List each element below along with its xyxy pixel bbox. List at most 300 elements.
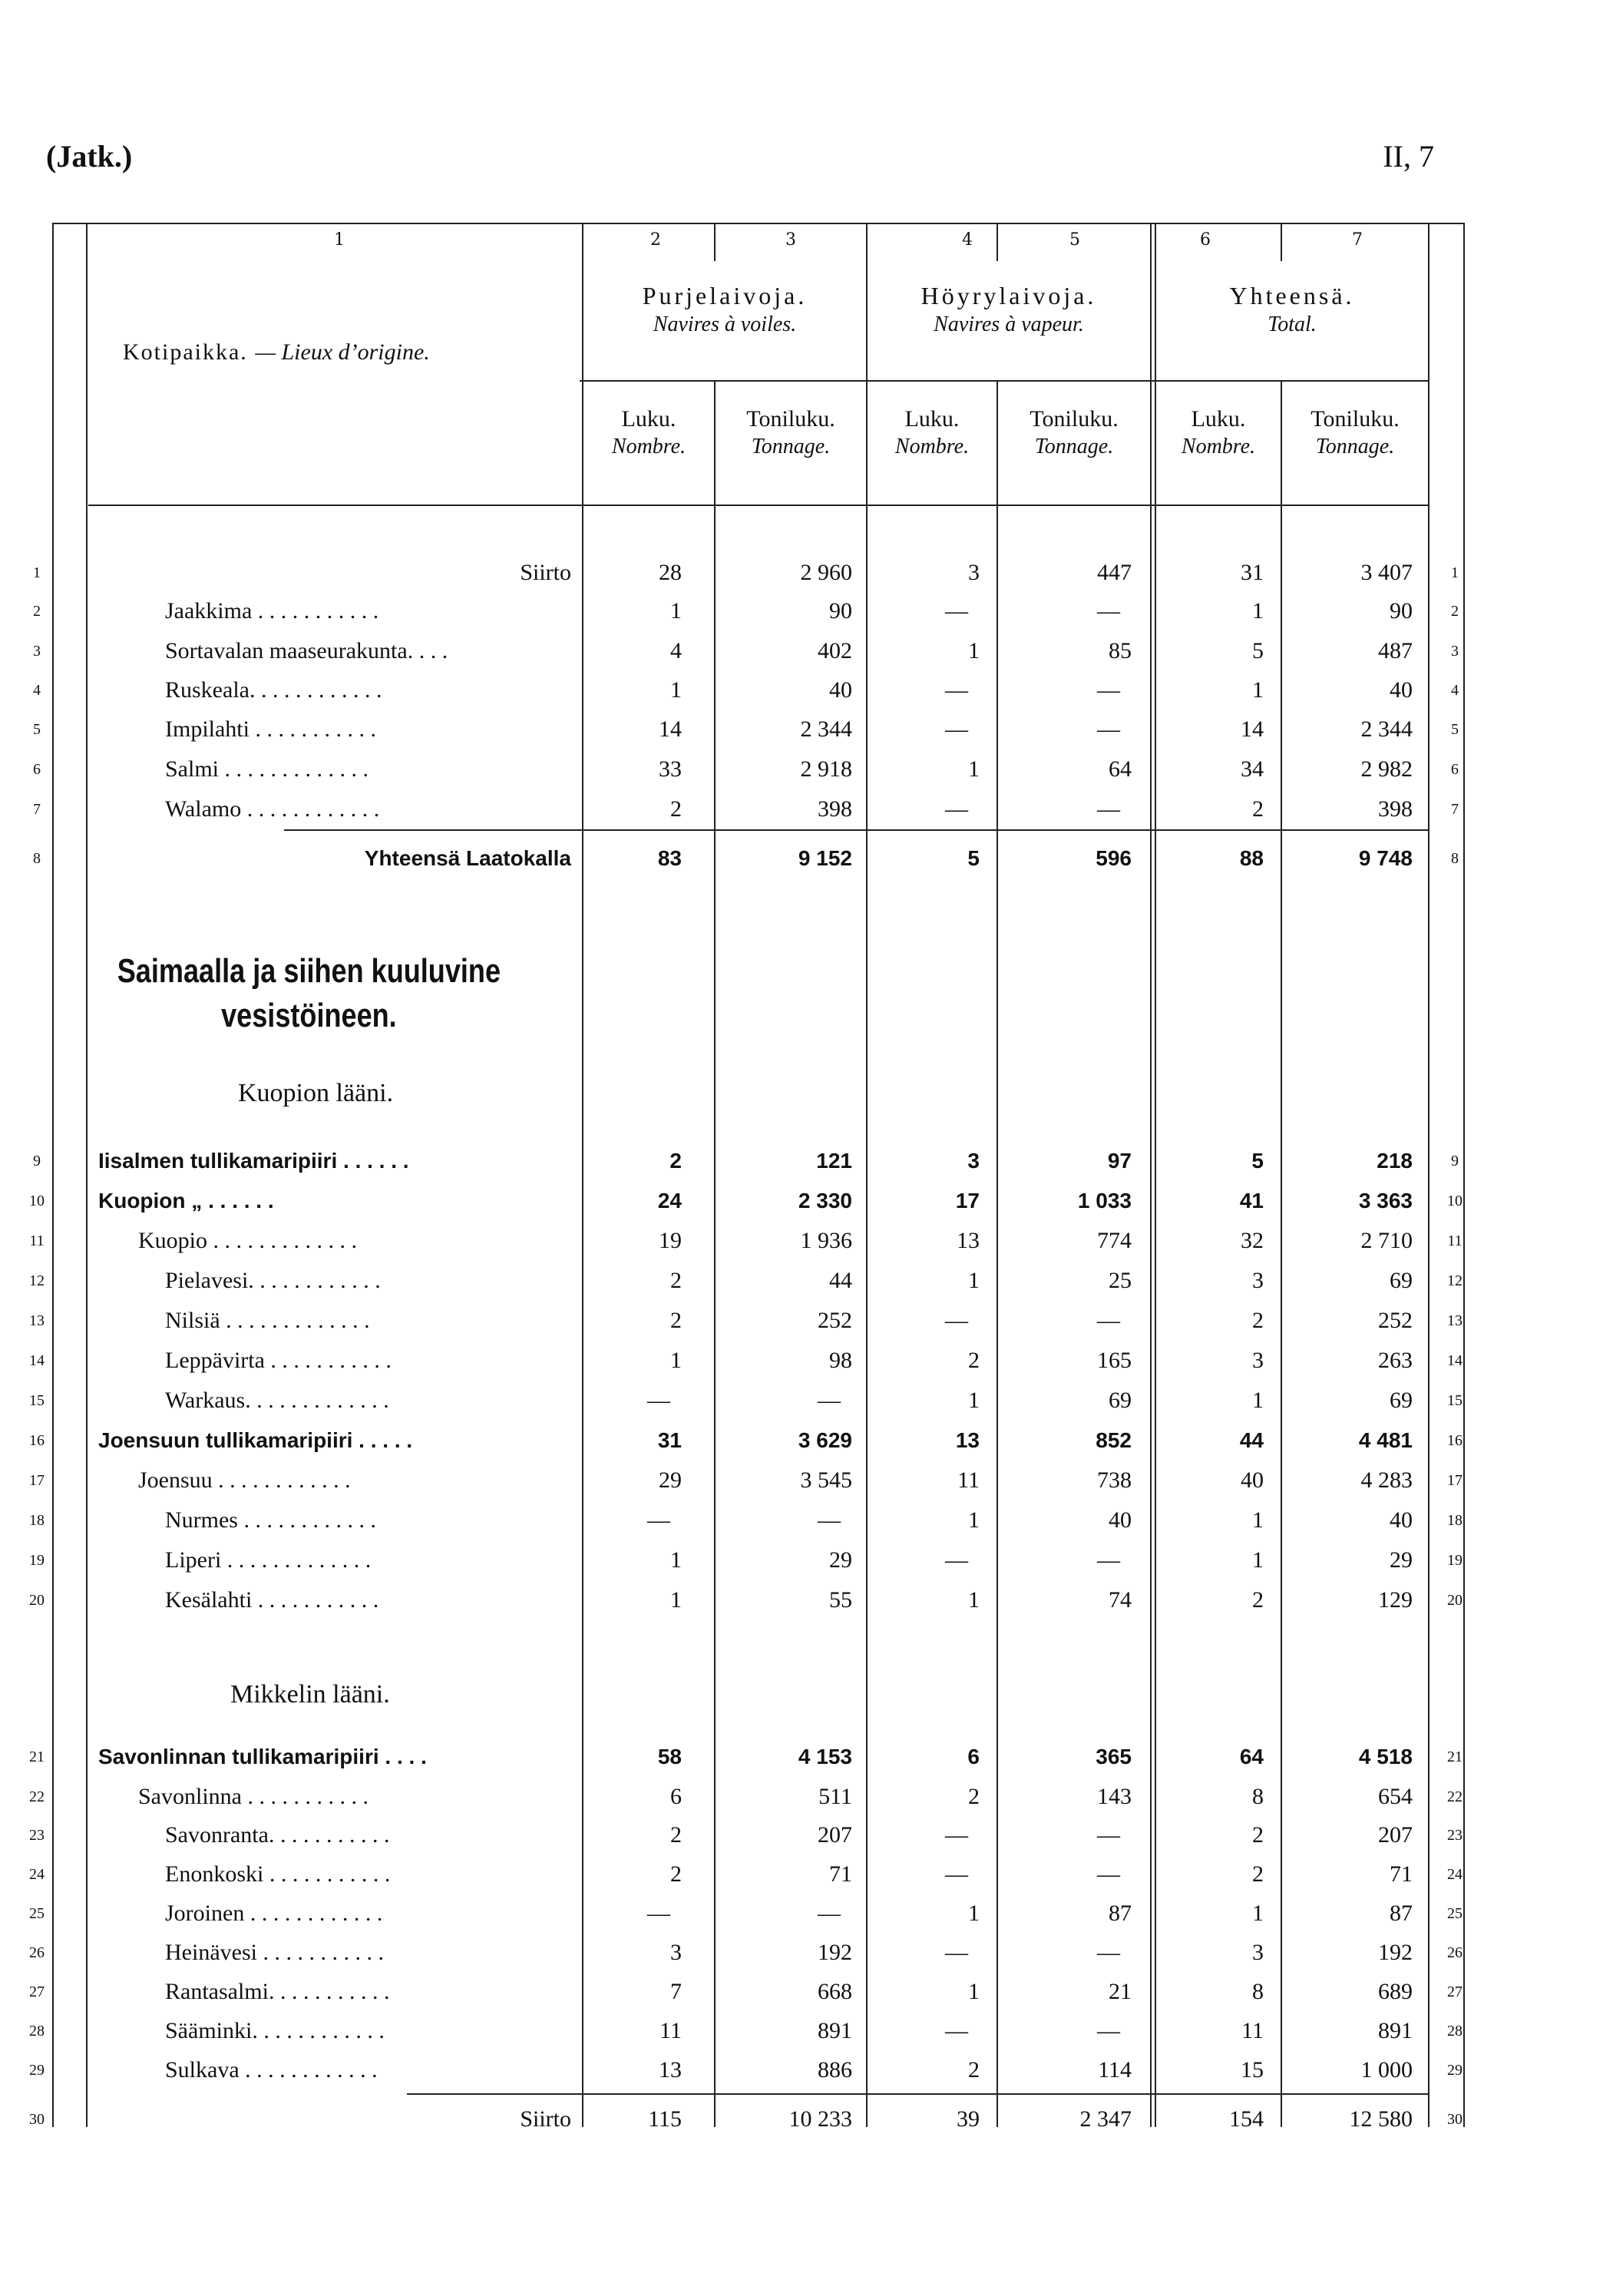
cell-col-7: 487 <box>1378 638 1413 663</box>
table-row <box>0 1381 1603 1421</box>
toniluku-label-fr: Tonnage. <box>751 435 831 458</box>
cell-col-4: — <box>945 598 968 624</box>
cell-col-5: — <box>1097 716 1120 742</box>
cell-col-3: 71 <box>829 1861 852 1887</box>
cell-col-2: 6 <box>670 1784 682 1809</box>
cell-col-5: 40 <box>1109 1507 1132 1533</box>
cell-col-2: 28 <box>659 560 682 585</box>
subheader-luku-2 <box>868 405 997 461</box>
cell-col-3: 511 <box>818 1784 852 1809</box>
cell-col-7: 2 710 <box>1360 1228 1413 1253</box>
row-number-right: 13 <box>1447 1312 1463 1329</box>
cell-col-5: 596 <box>1096 846 1132 870</box>
cell-col-7: 3 363 <box>1358 1189 1413 1213</box>
row-number-left: 16 <box>29 1432 45 1449</box>
row-number-left: 30 <box>29 2111 45 2128</box>
luku-label: Luku. <box>904 406 960 432</box>
table-row <box>0 2050 1603 2090</box>
cell-col-3: — <box>818 1507 841 1533</box>
col-number-1: 1 <box>334 230 345 250</box>
group-header-yhteensa <box>1156 281 1428 339</box>
row-label: Sääminki. . . . . . . . . . . . <box>165 2018 385 2043</box>
subheader-luku-1 <box>583 405 714 461</box>
row-number-left: 23 <box>29 1827 45 1844</box>
cell-col-3: 1 936 <box>800 1228 852 1253</box>
cell-col-5: 97 <box>1107 1149 1132 1173</box>
row-number-right: 16 <box>1447 1432 1463 1449</box>
row-number-left: 11 <box>29 1232 45 1249</box>
cell-col-5: — <box>1097 598 1120 624</box>
row-label: Rantasalmi. . . . . . . . . . . <box>165 1979 390 2004</box>
purjelaivoja-label: Purjelaivoja. <box>642 282 808 309</box>
cell-col-6: 2 <box>1252 796 1264 822</box>
row-number-right: 17 <box>1447 1472 1463 1489</box>
cell-col-5: 2 347 <box>1079 2106 1132 2132</box>
cell-col-5: — <box>1097 677 1120 703</box>
table-row <box>0 1341 1603 1381</box>
col-4-5-top-rule <box>997 223 998 261</box>
cell-col-7: 2 344 <box>1360 716 1413 742</box>
row-number-right: 7 <box>1451 801 1459 818</box>
col-number-3: 3 <box>785 230 796 250</box>
row-number-right: 14 <box>1447 1352 1463 1369</box>
row-number-right: 4 <box>1451 682 1459 699</box>
row-number-right: 25 <box>1447 1905 1463 1922</box>
cell-col-4: 1 <box>968 1901 980 1926</box>
cell-col-4: 1 <box>968 1587 980 1613</box>
kotipaikka-label-fr: — Lieux d’origine. <box>255 339 430 365</box>
cell-col-6: 14 <box>1241 716 1264 742</box>
row-label: Joensuun tullikamaripiiri . . . . . <box>98 1428 413 1452</box>
cell-col-2: — <box>647 1507 670 1533</box>
cell-col-4: 5 <box>967 846 980 870</box>
cell-col-3: 668 <box>818 1979 852 2004</box>
cell-col-3: 207 <box>818 1822 852 1848</box>
column-header-kotipaikka <box>123 339 430 366</box>
cell-col-5: 447 <box>1097 560 1132 585</box>
cell-col-4: 1 <box>968 1979 980 2004</box>
continued-label: (Jatk.) <box>46 139 133 174</box>
cell-col-7: 12 580 <box>1349 2106 1413 2132</box>
cell-col-2: 33 <box>659 756 682 782</box>
table-row <box>0 1972 1603 2012</box>
cell-col-7: 69 <box>1390 1268 1413 1293</box>
cell-col-6: 15 <box>1241 2057 1264 2083</box>
cell-col-7: 29 <box>1390 1547 1413 1573</box>
cell-col-4: 13 <box>957 1228 980 1253</box>
table-row <box>0 789 1603 829</box>
cell-col-2: 24 <box>657 1189 682 1213</box>
cell-col-7: 891 <box>1378 2018 1413 2043</box>
cell-col-5: 774 <box>1097 1228 1132 1253</box>
cell-col-7: 40 <box>1390 1507 1413 1533</box>
cell-col-5: 165 <box>1097 1348 1132 1373</box>
cell-col-4: — <box>945 677 968 703</box>
row-label: Savonlinnan tullikamaripiiri . . . . <box>98 1745 427 1768</box>
table-row <box>0 710 1603 749</box>
cell-col-2: 2 <box>670 1308 682 1333</box>
cell-col-6: 154 <box>1229 2106 1264 2132</box>
cell-col-6: 3 <box>1252 1940 1264 1965</box>
cell-col-3: 2 344 <box>800 716 852 742</box>
cell-col-3: 55 <box>829 1587 852 1613</box>
row-label: Savonlinna . . . . . . . . . . . <box>138 1784 369 1809</box>
row-number-right: 6 <box>1451 761 1459 778</box>
cell-col-3: 10 233 <box>788 2106 852 2132</box>
subheader-toniluku-3 <box>1282 405 1428 461</box>
cell-col-4: 1 <box>968 1268 980 1293</box>
luku-label-fr: Nombre. <box>611 435 686 458</box>
cell-col-2: 2 <box>670 1822 682 1848</box>
toniluku-label: Toniluku. <box>1030 406 1119 432</box>
cell-col-7: 71 <box>1390 1861 1413 1887</box>
cell-col-7: 1 000 <box>1360 2057 1413 2083</box>
cell-col-3: 2 330 <box>798 1189 852 1213</box>
cell-col-7: 40 <box>1390 677 1413 703</box>
cell-col-2: 1 <box>670 1547 682 1573</box>
cell-col-4: 11 <box>957 1467 980 1493</box>
row-label: Savonranta. . . . . . . . . . . <box>165 1822 390 1848</box>
toniluku-label: Toniluku. <box>1310 406 1400 432</box>
cell-col-3: 402 <box>818 638 852 663</box>
cell-col-6: 34 <box>1241 756 1264 782</box>
cell-col-7: 4 518 <box>1358 1745 1413 1768</box>
cell-col-4: 2 <box>968 1784 980 1809</box>
col-6-7-top-rule <box>1281 223 1282 261</box>
table-row <box>0 591 1603 631</box>
row-label: Ruskeala. . . . . . . . . . . . <box>165 677 382 703</box>
row-number-right: 28 <box>1447 2023 1463 2040</box>
cell-col-4: — <box>945 1940 968 1965</box>
cell-col-5: — <box>1097 1308 1120 1333</box>
row-label: Liperi . . . . . . . . . . . . . <box>165 1547 372 1573</box>
cell-col-4: 2 <box>968 1348 980 1373</box>
row-number-right: 19 <box>1447 1552 1463 1569</box>
cell-col-2: 1 <box>670 677 682 703</box>
table-row <box>0 1580 1603 1620</box>
row-label: Warkaus. . . . . . . . . . . . . <box>165 1388 389 1413</box>
cell-col-2: 11 <box>659 2018 682 2043</box>
cell-col-7: 69 <box>1390 1388 1413 1413</box>
table-row <box>0 631 1603 671</box>
row-number-right: 10 <box>1447 1193 1463 1209</box>
cell-col-6: 2 <box>1252 1587 1264 1613</box>
cell-col-3: 3 629 <box>798 1428 852 1452</box>
row-number-right: 9 <box>1451 1153 1459 1170</box>
cell-col-4: 2 <box>968 2057 980 2083</box>
cell-col-3: 192 <box>818 1940 852 1965</box>
row-label: Iisalmen tullikamaripiiri . . . . . . <box>98 1149 409 1173</box>
table-row <box>0 1500 1603 1540</box>
cell-col-6: 3 <box>1252 1268 1264 1293</box>
table-row <box>0 1181 1603 1221</box>
row-number-left: 7 <box>33 801 41 818</box>
table-row <box>0 1854 1603 1894</box>
col-number-7: 7 <box>1352 230 1363 250</box>
cell-col-3: 121 <box>816 1149 852 1173</box>
subheader-luku-3 <box>1156 405 1281 461</box>
cell-col-7: 9 748 <box>1358 846 1413 870</box>
yhteensa-label-fr: Total. <box>1268 313 1317 336</box>
province-mikkeli: Mikkelin lääni. <box>230 1680 390 1709</box>
cell-col-7: 207 <box>1378 1822 1413 1848</box>
cell-col-2: 29 <box>659 1467 682 1493</box>
cell-col-3: — <box>818 1388 841 1413</box>
row-number-right: 21 <box>1447 1748 1463 1765</box>
cell-col-3: 2 918 <box>800 756 852 782</box>
table-row <box>0 2099 1603 2139</box>
table-row <box>0 1777 1603 1817</box>
cell-col-2: 13 <box>659 2057 682 2083</box>
cell-col-6: 41 <box>1239 1189 1264 1213</box>
row-number-left: 6 <box>33 761 41 778</box>
row-number-left: 28 <box>29 2023 45 2040</box>
cell-col-6: 5 <box>1252 638 1264 663</box>
cell-col-5: 114 <box>1098 2057 1132 2083</box>
cell-col-7: 218 <box>1377 1149 1413 1173</box>
col-number-2: 2 <box>650 230 661 250</box>
row-number-left: 4 <box>33 682 41 699</box>
cell-col-6: 40 <box>1241 1467 1264 1493</box>
cell-col-5: 64 <box>1109 756 1132 782</box>
cell-col-6: 32 <box>1241 1228 1264 1253</box>
col-number-4: 4 <box>962 230 973 250</box>
cell-col-2: 2 <box>670 1861 682 1887</box>
cell-col-4: 1 <box>968 1507 980 1533</box>
cell-col-3: 4 153 <box>798 1745 852 1768</box>
cell-col-7: 252 <box>1378 1308 1413 1333</box>
cell-col-3: 252 <box>818 1308 852 1333</box>
cell-col-2: 115 <box>648 2106 682 2132</box>
row-number-left: 14 <box>29 1352 45 1369</box>
cell-col-5: 21 <box>1109 1979 1132 2004</box>
cell-col-2: 14 <box>659 716 682 742</box>
row-label: Joensuu . . . . . . . . . . . . <box>138 1467 351 1493</box>
row-label: Sortavalan maaseurakunta. . . . <box>165 638 448 663</box>
cell-col-7: 263 <box>1378 1348 1413 1373</box>
row-label: Nilsiä . . . . . . . . . . . . . <box>165 1308 370 1333</box>
cell-col-5: 1 033 <box>1077 1189 1132 1213</box>
cell-col-4: 3 <box>968 560 980 585</box>
row-number-left: 20 <box>29 1592 45 1609</box>
row-number-left: 12 <box>29 1272 45 1289</box>
cell-col-6: 1 <box>1252 1388 1264 1413</box>
cell-col-7: 398 <box>1378 796 1413 822</box>
cell-col-4: 17 <box>955 1189 980 1213</box>
subheader-toniluku-1 <box>716 405 866 461</box>
section-title: Saimaalla ja siihen kuuluvine vesistöineen. <box>117 952 501 1034</box>
cell-col-4: — <box>945 716 968 742</box>
table-row <box>0 1301 1603 1341</box>
luku-label: Luku. <box>1191 406 1246 432</box>
cell-col-6: 31 <box>1241 560 1264 585</box>
cell-col-5: 25 <box>1109 1268 1132 1293</box>
sum-rule-siirto <box>407 2093 1428 2095</box>
toniluku-label: Toniluku. <box>746 406 835 432</box>
row-number-left: 26 <box>29 1944 45 1961</box>
row-number-right: 29 <box>1447 2062 1463 2079</box>
cell-col-6: 3 <box>1252 1348 1264 1373</box>
group-header-hoyrylaivoja <box>868 281 1150 339</box>
cell-col-2: 2 <box>670 796 682 822</box>
purjelaivoja-label-fr: Navires à voiles. <box>653 313 797 336</box>
row-label: Siirto <box>520 2106 571 2132</box>
row-number-left: 29 <box>29 2062 45 2079</box>
row-label: Nurmes . . . . . . . . . . . . <box>165 1507 376 1533</box>
cell-col-6: 44 <box>1239 1428 1264 1452</box>
cell-col-2: — <box>647 1901 670 1926</box>
cell-col-7: 3 407 <box>1360 560 1413 585</box>
cell-col-7: 90 <box>1390 598 1413 624</box>
cell-col-2: 31 <box>657 1428 682 1452</box>
row-number-left: 13 <box>29 1312 45 1329</box>
row-number-right: 15 <box>1447 1392 1463 1409</box>
cell-col-5: 852 <box>1096 1428 1132 1452</box>
cell-col-5: — <box>1097 1547 1120 1573</box>
col-2-3-top-rule <box>714 223 716 261</box>
row-number-right: 5 <box>1451 721 1459 738</box>
cell-col-4: — <box>945 1861 968 1887</box>
luku-label-fr: Nombre. <box>894 435 970 458</box>
row-number-left: 10 <box>29 1193 45 1209</box>
table-row <box>0 2011 1603 2051</box>
row-number-right: 27 <box>1447 1983 1463 2000</box>
row-label: Walamo . . . . . . . . . . . . <box>165 796 380 822</box>
row-number-right: 18 <box>1447 1512 1463 1529</box>
table-row <box>0 1737 1603 1777</box>
table-row <box>0 1421 1603 1461</box>
cell-col-6: 11 <box>1241 2018 1264 2043</box>
cell-col-7: 129 <box>1378 1587 1413 1613</box>
cell-col-7: 4 481 <box>1358 1428 1413 1452</box>
cell-col-3: 3 545 <box>800 1467 852 1493</box>
table-row <box>0 1540 1603 1580</box>
row-number-left: 22 <box>29 1788 45 1805</box>
row-number-right: 26 <box>1447 1944 1463 1961</box>
row-number-right: 22 <box>1447 1788 1463 1805</box>
cell-col-7: 4 283 <box>1360 1467 1413 1493</box>
hoyrylaivoja-label: Höyrylaivoja. <box>920 282 1097 309</box>
row-label: Heinävesi . . . . . . . . . . . <box>165 1940 384 1965</box>
cell-col-4: 1 <box>968 638 980 663</box>
cell-col-7: 654 <box>1378 1784 1413 1809</box>
table-row <box>0 670 1603 710</box>
table-row <box>0 839 1603 878</box>
cell-col-5: — <box>1097 1940 1120 1965</box>
cell-col-2: 4 <box>670 638 682 663</box>
table-row <box>0 1894 1603 1934</box>
cell-col-7: 2 982 <box>1360 756 1413 782</box>
row-label: Pielavesi. . . . . . . . . . . . <box>165 1268 381 1293</box>
cell-col-6: 1 <box>1252 598 1264 624</box>
cell-col-3: 90 <box>829 598 852 624</box>
cell-col-6: 2 <box>1252 1308 1264 1333</box>
row-label: Yhteensä Laatokalla <box>364 846 571 870</box>
cell-col-5: 365 <box>1096 1745 1132 1768</box>
cell-col-2: 1 <box>670 1348 682 1373</box>
toniluku-label-fr: Tonnage. <box>1034 435 1114 458</box>
cell-col-6: 8 <box>1252 1784 1264 1809</box>
row-label: Kuopio . . . . . . . . . . . . . <box>138 1228 357 1253</box>
cell-col-4: — <box>945 1308 968 1333</box>
row-label: Salmi . . . . . . . . . . . . . <box>165 756 369 782</box>
cell-col-5: — <box>1097 2018 1120 2043</box>
cell-col-3: 40 <box>829 677 852 703</box>
cell-col-3: 886 <box>818 2057 852 2083</box>
row-label: Kesälahti . . . . . . . . . . . <box>165 1587 379 1613</box>
cell-col-4: 6 <box>967 1745 980 1768</box>
cell-col-3: 2 960 <box>800 560 852 585</box>
cell-col-4: — <box>945 1547 968 1573</box>
cell-col-6: 8 <box>1252 1979 1264 2004</box>
cell-col-2: — <box>647 1388 670 1413</box>
cell-col-3: 9 152 <box>798 846 852 870</box>
row-number-left: 25 <box>29 1905 45 1922</box>
row-label: Joroinen . . . . . . . . . . . . <box>165 1901 383 1926</box>
row-number-left: 17 <box>29 1472 45 1489</box>
row-number-right: 30 <box>1447 2111 1463 2128</box>
luku-label: Luku. <box>621 406 676 432</box>
row-label: Sulkava . . . . . . . . . . . . <box>165 2057 378 2083</box>
cell-col-5: 74 <box>1109 1587 1132 1613</box>
cell-col-4: — <box>945 2018 968 2043</box>
table-row <box>0 1141 1603 1181</box>
row-number-left: 3 <box>33 643 41 660</box>
cell-col-4: 1 <box>968 1388 980 1413</box>
kotipaikka-label: Kotipaikka. <box>123 339 248 365</box>
row-number-right: 24 <box>1447 1866 1463 1883</box>
row-number-right: 8 <box>1451 850 1459 867</box>
cell-col-3: 398 <box>818 796 852 822</box>
row-number-left: 9 <box>33 1153 41 1170</box>
cell-col-5: 143 <box>1097 1784 1132 1809</box>
row-number-left: 8 <box>33 850 41 867</box>
row-label: Impilahti . . . . . . . . . . . <box>165 716 376 742</box>
yhteensa-label: Yhteensä. <box>1229 282 1355 309</box>
row-label: Siirto <box>520 560 571 585</box>
row-number-right: 23 <box>1447 1827 1463 1844</box>
cell-col-6: 1 <box>1252 1901 1264 1926</box>
table-row <box>0 749 1603 789</box>
row-number-left: 18 <box>29 1512 45 1529</box>
row-number-right: 2 <box>1451 603 1459 620</box>
cell-col-4: — <box>945 1822 968 1848</box>
cell-col-2: 7 <box>670 1979 682 2004</box>
toniluku-label-fr: Tonnage. <box>1315 435 1395 458</box>
sum-rule-laatokka <box>284 829 1428 831</box>
cell-col-6: 5 <box>1251 1149 1264 1173</box>
cell-col-6: 2 <box>1252 1822 1264 1848</box>
cell-col-4: 1 <box>968 756 980 782</box>
row-number-left: 5 <box>33 721 41 738</box>
cell-col-2: 58 <box>657 1745 682 1768</box>
cell-col-4: 13 <box>955 1428 980 1452</box>
row-number-left: 19 <box>29 1552 45 1569</box>
cell-col-5: — <box>1097 796 1120 822</box>
col-number-5: 5 <box>1069 230 1080 250</box>
cell-col-6: 1 <box>1252 1547 1264 1573</box>
row-number-left: 27 <box>29 1983 45 2000</box>
cell-col-7: 87 <box>1390 1901 1413 1926</box>
table-row <box>0 1261 1603 1301</box>
table-top-rule <box>52 223 1463 224</box>
cell-col-4: 39 <box>957 2106 980 2132</box>
cell-col-3: 98 <box>829 1348 852 1373</box>
table-row <box>0 1461 1603 1500</box>
row-number-right: 1 <box>1451 564 1459 581</box>
cell-col-2: 1 <box>670 1587 682 1613</box>
row-label: Leppävirta . . . . . . . . . . . <box>165 1348 392 1373</box>
